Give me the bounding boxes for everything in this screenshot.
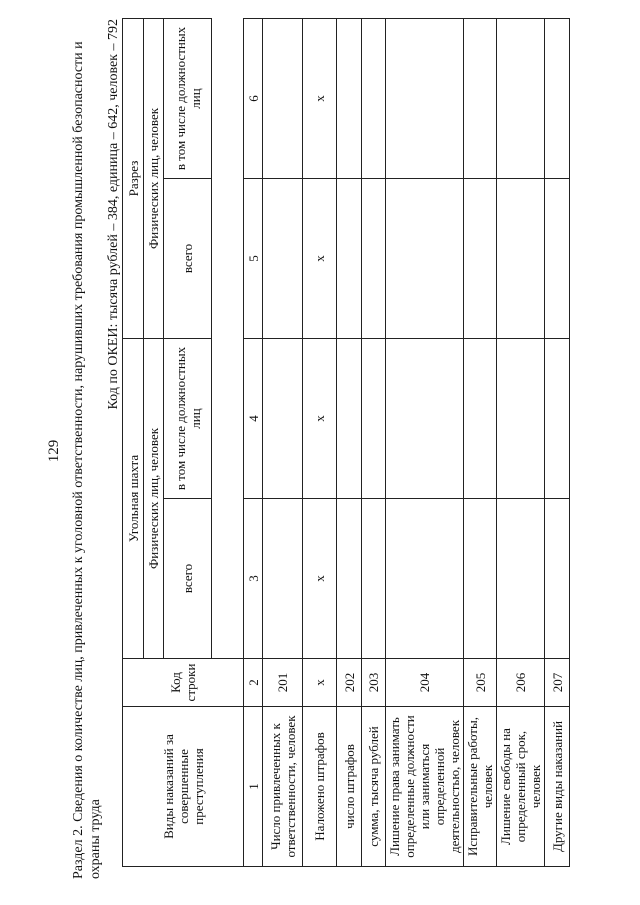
header-mine-officials: в том числе должностных лиц — [164, 339, 212, 499]
cell-mine-officials — [362, 339, 386, 499]
section-title: Раздел 2. Сведения о количестве лиц, привлеченных к уголовной ответственности, нарушивших требования промышленной безопасности и охраны труда — [71, 41, 103, 879]
header-row-1 — [123, 18, 144, 866]
cell-mine-officials: х — [303, 339, 337, 499]
page-number: 129 — [46, 439, 62, 463]
header-penalty-types: Виды наказаний за совершенные преступления — [123, 707, 244, 867]
row-label: Наложено штрафов — [303, 707, 337, 867]
row-code: 205 — [464, 659, 497, 707]
col-number-5: 5 — [244, 179, 263, 339]
cell-pit-officials — [337, 18, 362, 178]
table-row — [497, 18, 545, 866]
cell-pit-total — [545, 179, 570, 339]
row-code: 201 — [263, 659, 303, 707]
column-number-row — [244, 18, 263, 866]
table-row — [386, 18, 464, 866]
cell-pit-officials — [497, 18, 545, 178]
cell-mine-officials — [386, 339, 464, 499]
header-open-pit: Разрез — [123, 18, 144, 338]
okei-code-line: Код по ОКЕИ: тысяча рублей – 384, единица – 642, человек – 792 — [106, 19, 121, 410]
header-mine-total: всего — [164, 499, 212, 659]
cell-pit-total — [263, 179, 303, 339]
table-row — [337, 18, 362, 866]
table-row — [464, 18, 497, 866]
row-code: 203 — [362, 659, 386, 707]
col-number-1: 1 — [244, 707, 263, 867]
penalties-table — [122, 18, 570, 867]
header-coal-mine: Угольная шахта — [123, 339, 144, 659]
row-label: Другие виды наказаний — [545, 707, 570, 867]
row-label: Число привлеченных к ответственности, человек — [263, 707, 303, 867]
cell-pit-total — [497, 179, 545, 339]
row-code: 206 — [497, 659, 545, 707]
row-label: число штрафов — [337, 707, 362, 867]
row-code: 202 — [337, 659, 362, 707]
row-label: Исправительные работы, человек — [464, 707, 497, 867]
table-row — [263, 18, 303, 866]
col-number-2: 2 — [244, 659, 263, 707]
col-number-4: 4 — [244, 339, 263, 499]
cell-mine-officials — [464, 339, 497, 499]
table-row — [545, 18, 570, 866]
cell-pit-officials — [386, 18, 464, 178]
cell-mine-officials — [337, 339, 362, 499]
cell-mine-officials — [497, 339, 545, 499]
col-number-3: 3 — [244, 499, 263, 659]
row-label: Лишение права занимать определенные должности или заниматься определенной деятельностью, человек — [386, 707, 464, 867]
cell-pit-total: х — [303, 179, 337, 339]
cell-mine-total — [545, 499, 570, 659]
cell-pit-officials — [464, 18, 497, 178]
cell-mine-officials — [263, 339, 303, 499]
table-row — [362, 18, 386, 866]
col-number-6: 6 — [244, 18, 263, 178]
cell-pit-officials — [263, 18, 303, 178]
cell-mine-total — [263, 499, 303, 659]
cell-pit-total — [337, 179, 362, 339]
cell-pit-officials: х — [303, 18, 337, 178]
row-code: 207 — [545, 659, 570, 707]
cell-mine-total — [337, 499, 362, 659]
row-code: 204 — [386, 659, 464, 707]
cell-mine-officials — [545, 339, 570, 499]
table-row — [303, 18, 337, 866]
cell-pit-total — [362, 179, 386, 339]
cell-mine-total: х — [303, 499, 337, 659]
cell-pit-total — [464, 179, 497, 339]
row-label: сумма, тысяча рублей — [362, 707, 386, 867]
row-label: Лишение свободы на определенный срок, человек — [497, 707, 545, 867]
cell-mine-total — [362, 499, 386, 659]
cell-mine-total — [497, 499, 545, 659]
cell-mine-total — [386, 499, 464, 659]
row-code: х — [303, 659, 337, 707]
cell-pit-total — [386, 179, 464, 339]
header-pit-individuals: Физических лиц, человек — [144, 18, 164, 338]
header-mine-individuals: Физических лиц, человек — [144, 339, 164, 659]
cell-pit-officials — [362, 18, 386, 178]
header-row-code: Код строки — [123, 659, 244, 707]
cell-pit-officials — [545, 18, 570, 178]
header-pit-total: всего — [164, 179, 212, 339]
cell-mine-total — [464, 499, 497, 659]
header-pit-officials: в том числе должностных лиц — [164, 18, 212, 178]
